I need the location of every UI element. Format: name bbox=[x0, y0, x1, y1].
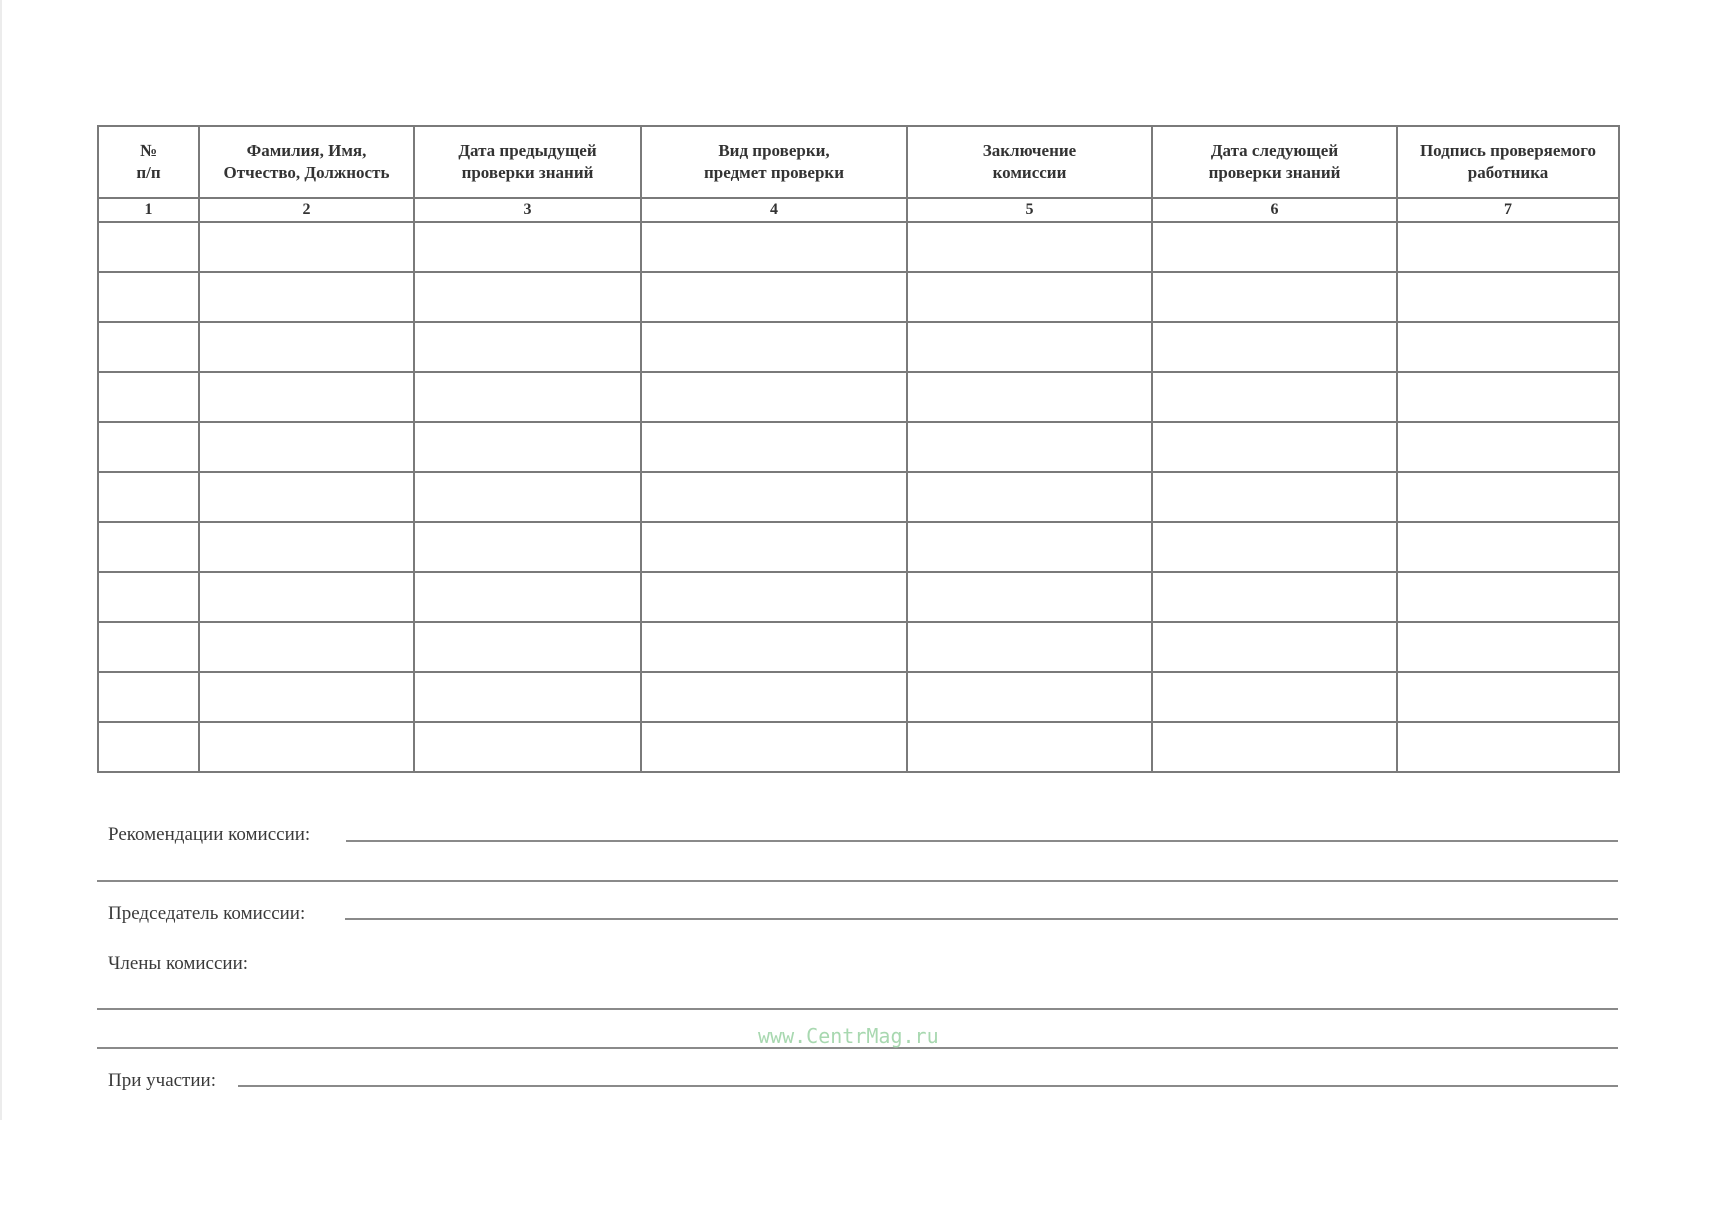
table-cell[interactable] bbox=[907, 322, 1152, 372]
table-cell[interactable] bbox=[641, 522, 907, 572]
table-cell[interactable] bbox=[98, 672, 199, 722]
chairman-label: Председатель комиссии: bbox=[108, 903, 306, 924]
recommendations-line[interactable] bbox=[346, 840, 1618, 842]
table-cell[interactable] bbox=[1397, 572, 1619, 622]
header-commission-conclusion: Заключение комиссии bbox=[907, 126, 1152, 198]
column-number: 3 bbox=[414, 198, 641, 222]
table-cell[interactable] bbox=[641, 422, 907, 472]
table-cell[interactable] bbox=[907, 622, 1152, 672]
recommendations-line-2[interactable] bbox=[97, 880, 1618, 882]
table-cell[interactable] bbox=[641, 722, 907, 772]
table-cell[interactable] bbox=[414, 522, 641, 572]
table-cell[interactable] bbox=[414, 672, 641, 722]
table-cell[interactable] bbox=[414, 372, 641, 422]
table-cell[interactable] bbox=[98, 422, 199, 472]
watermark: www.CentrMag.ru bbox=[758, 1024, 939, 1048]
table-cell[interactable] bbox=[199, 622, 414, 672]
table-cell[interactable] bbox=[98, 572, 199, 622]
table-cell[interactable] bbox=[1397, 522, 1619, 572]
table-cell[interactable] bbox=[641, 472, 907, 522]
table-cell[interactable] bbox=[1397, 672, 1619, 722]
recommendations-label: Рекомендации комиссии: bbox=[108, 824, 311, 845]
column-number: 4 bbox=[641, 198, 907, 222]
table-cell[interactable] bbox=[907, 272, 1152, 322]
header-previous-check-date: Дата предыдущей проверки знаний bbox=[414, 126, 641, 198]
column-number: 1 bbox=[98, 198, 199, 222]
table-cell[interactable] bbox=[199, 472, 414, 522]
table-cell[interactable] bbox=[1152, 222, 1397, 272]
table-cell[interactable] bbox=[641, 372, 907, 422]
table-cell[interactable] bbox=[414, 422, 641, 472]
header-number: № п/п bbox=[98, 126, 199, 198]
table-cell[interactable] bbox=[641, 672, 907, 722]
table-row bbox=[98, 222, 1619, 272]
participation-label: При участии: bbox=[108, 1070, 216, 1091]
chairman-line[interactable] bbox=[345, 918, 1618, 920]
table-cell[interactable] bbox=[98, 722, 199, 772]
table-cell[interactable] bbox=[98, 322, 199, 372]
table-cell[interactable] bbox=[199, 222, 414, 272]
table-cell[interactable] bbox=[98, 522, 199, 572]
table-cell[interactable] bbox=[1397, 222, 1619, 272]
table-cell[interactable] bbox=[1152, 322, 1397, 372]
table-row bbox=[98, 522, 1619, 572]
column-number-row bbox=[98, 198, 1619, 222]
table-cell[interactable] bbox=[414, 622, 641, 672]
page-edge bbox=[0, 0, 2, 1120]
table-row bbox=[98, 372, 1619, 422]
table-cell[interactable] bbox=[98, 622, 199, 672]
table-cell[interactable] bbox=[414, 272, 641, 322]
table-cell[interactable] bbox=[1397, 722, 1619, 772]
table-cell[interactable] bbox=[907, 522, 1152, 572]
table-cell[interactable] bbox=[1152, 722, 1397, 772]
table-cell[interactable] bbox=[641, 622, 907, 672]
table-cell[interactable] bbox=[907, 472, 1152, 522]
header-full-name-position: Фамилия, Имя, Отчество, Должность bbox=[199, 126, 414, 198]
table-cell[interactable] bbox=[199, 572, 414, 622]
table-cell[interactable] bbox=[1152, 572, 1397, 622]
table-cell[interactable] bbox=[98, 372, 199, 422]
table-cell[interactable] bbox=[414, 322, 641, 372]
table-cell[interactable] bbox=[1152, 522, 1397, 572]
table-cell[interactable] bbox=[1397, 422, 1619, 472]
header-row bbox=[98, 126, 1619, 198]
table-cell[interactable] bbox=[199, 672, 414, 722]
participation-line[interactable] bbox=[238, 1085, 1618, 1087]
table-cell[interactable] bbox=[1152, 372, 1397, 422]
table-cell[interactable] bbox=[641, 272, 907, 322]
table-cell[interactable] bbox=[98, 222, 199, 272]
table-cell[interactable] bbox=[1152, 472, 1397, 522]
table-cell[interactable] bbox=[98, 472, 199, 522]
table-cell[interactable] bbox=[414, 722, 641, 772]
table-cell[interactable] bbox=[1397, 372, 1619, 422]
table-cell[interactable] bbox=[1397, 322, 1619, 372]
table-cell[interactable] bbox=[1152, 622, 1397, 672]
members-label: Члены комиссии: bbox=[108, 953, 249, 974]
table-cell[interactable] bbox=[641, 322, 907, 372]
table-cell[interactable] bbox=[1397, 472, 1619, 522]
table-cell[interactable] bbox=[98, 272, 199, 322]
table-row bbox=[98, 622, 1619, 672]
table-cell[interactable] bbox=[1397, 272, 1619, 322]
header-next-check-date: Дата следующей проверки знаний bbox=[1152, 126, 1397, 198]
header-signature: Подпись проверяемого работника bbox=[1397, 126, 1619, 198]
table-cell[interactable] bbox=[907, 222, 1152, 272]
table-cell[interactable] bbox=[199, 722, 414, 772]
table-cell[interactable] bbox=[907, 422, 1152, 472]
table-row bbox=[98, 322, 1619, 372]
column-number: 7 bbox=[1397, 198, 1619, 222]
table-cell[interactable] bbox=[641, 222, 907, 272]
table-cell[interactable] bbox=[1397, 622, 1619, 672]
column-number: 2 bbox=[199, 198, 414, 222]
table-cell[interactable] bbox=[199, 322, 414, 372]
table-row bbox=[98, 422, 1619, 472]
table-cell[interactable] bbox=[907, 722, 1152, 772]
table-cell[interactable] bbox=[641, 572, 907, 622]
table-cell[interactable] bbox=[907, 572, 1152, 622]
table-cell[interactable] bbox=[199, 372, 414, 422]
members-line-1[interactable] bbox=[97, 1008, 1618, 1010]
table-cell[interactable] bbox=[414, 222, 641, 272]
table-row bbox=[98, 472, 1619, 522]
knowledge-check-table bbox=[97, 125, 1620, 773]
table-cell[interactable] bbox=[907, 672, 1152, 722]
table-cell[interactable] bbox=[199, 422, 414, 472]
column-number: 6 bbox=[1152, 198, 1397, 222]
header-check-type: Вид проверки, предмет проверки bbox=[641, 126, 907, 198]
table-cell[interactable] bbox=[414, 472, 641, 522]
column-number: 5 bbox=[907, 198, 1152, 222]
table-row bbox=[98, 672, 1619, 722]
table-cell[interactable] bbox=[414, 572, 641, 622]
table-cell[interactable] bbox=[199, 272, 414, 322]
table-cell[interactable] bbox=[907, 372, 1152, 422]
table-cell[interactable] bbox=[1152, 672, 1397, 722]
table-cell[interactable] bbox=[1152, 422, 1397, 472]
table-cell[interactable] bbox=[199, 522, 414, 572]
table-cell[interactable] bbox=[1152, 272, 1397, 322]
table-row bbox=[98, 272, 1619, 322]
table-body bbox=[98, 222, 1619, 772]
table-row bbox=[98, 722, 1619, 772]
table-row bbox=[98, 572, 1619, 622]
